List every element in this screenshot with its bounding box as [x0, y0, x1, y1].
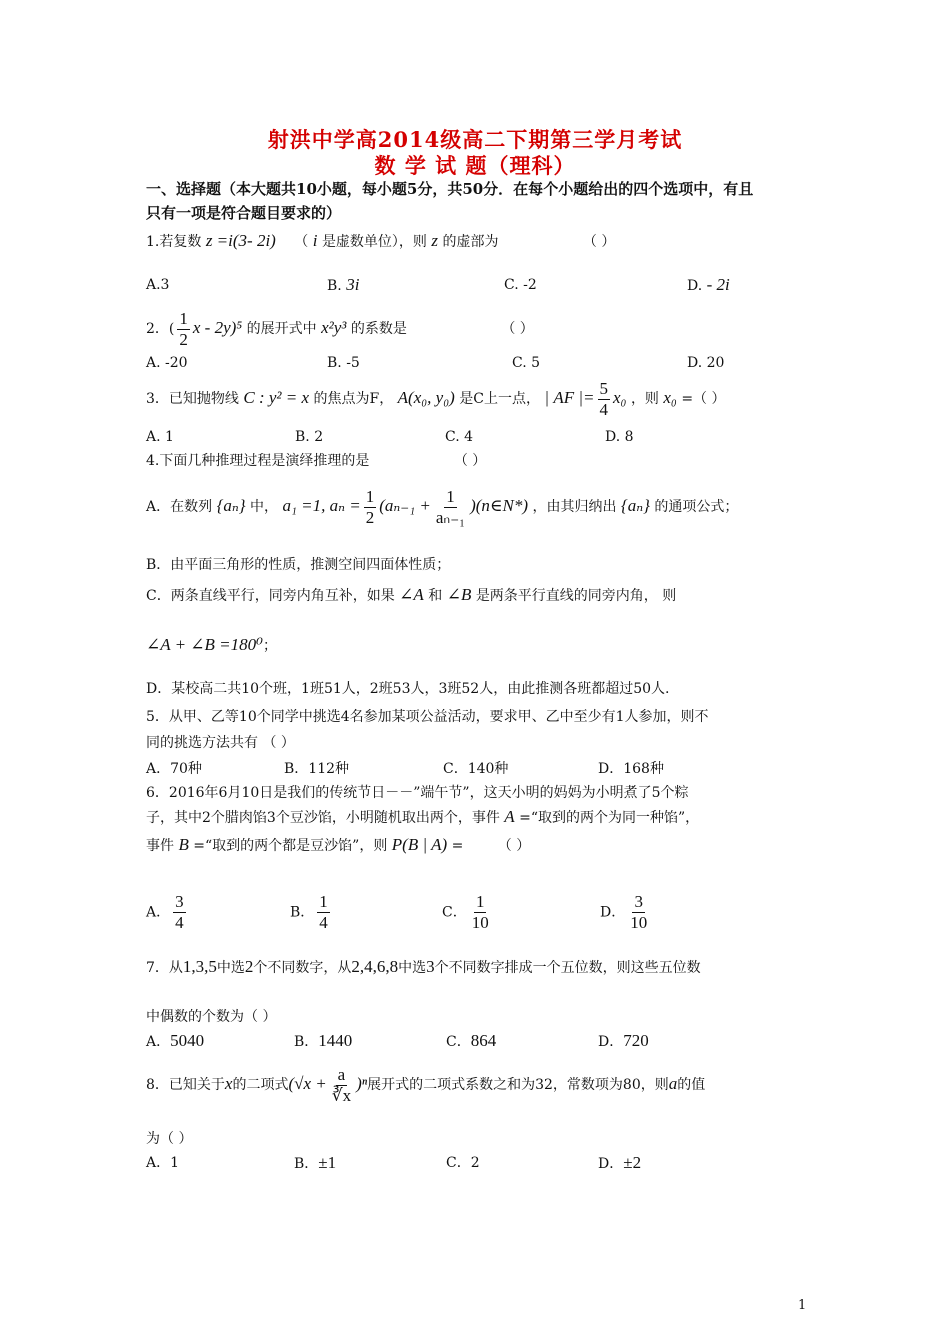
q2-text-c: 的系数是	[350, 321, 407, 337]
q2-answer-paren: （ ）	[501, 321, 534, 337]
section-heading-line2: 只有一项是符合题目要求的）	[146, 204, 342, 222]
question-7-line1: 7．从1,3,5中选2个不同数字，从2,4,6,8中选3个不同数字排成一个五位数，则这些五位数	[146, 957, 701, 976]
q2-fraction: $\frac{1}{2}$	[179, 308, 188, 349]
q4-answer-paren: （ ）	[453, 453, 487, 469]
q5-option-d: D．168种	[598, 761, 664, 777]
q3-option-d: D. 8	[605, 429, 634, 445]
q2-math: x - 2y)⁵	[192, 318, 243, 337]
q1-option-b: B. 3i	[327, 275, 360, 294]
q7-option-b: B．1440	[294, 1031, 353, 1050]
q4-text: 4.下面几种推理过程是演绎推理的是	[146, 453, 370, 469]
q1-option-c: C. -2	[504, 277, 537, 293]
page-number: 1	[798, 1298, 807, 1313]
q1-text-d: 的虚部为	[442, 234, 499, 250]
q1-text-c: 是虚数单位），则	[321, 234, 427, 250]
question-1	[146, 232, 816, 251]
q3-option-a: A. 1	[146, 429, 174, 445]
q4-option-a: A．在数列 {aₙ} 中， a₁ =1, aₙ = $\frac{1}{2}$ (aₙ₋₁ + $\frac{1}{\text{aₙ₋₁}}$ )(n∈N*) ，由其归纳出 {aₙ} 的通项公式；	[146, 486, 739, 527]
exam-subtitle: 数 学 试 题（理科）	[374, 153, 576, 178]
q3-option-c: C. 4	[445, 429, 474, 445]
q7-option-d: D．720	[598, 1031, 649, 1050]
q1-math-i: i	[312, 231, 318, 250]
q3-answer-paren: =（ ）	[681, 391, 726, 407]
q3-math-x0b: x₀	[663, 388, 677, 407]
q3-math-parabola: C : y² = x	[243, 388, 310, 407]
question-8-line2: 为（ ）	[146, 1131, 193, 1147]
q6-option-c: C． $\frac{1}{10}$	[442, 892, 489, 932]
q2-option-d: D. 20	[687, 355, 725, 371]
q1-text-a: 1.若复数	[146, 234, 202, 250]
q3-math-af: | AF |=	[544, 388, 595, 407]
q3-text-c: 是C上一点，	[459, 391, 540, 407]
question-8-line1: 8．已知关于x的二项式(√x + $\frac{a}{∛x}$ )ⁿ展开式的二项式系数之和为32，常数项为80，则a的值	[146, 1064, 706, 1105]
q5-option-c: C．140种	[443, 761, 509, 777]
q1-option-d: D. - 2i	[687, 275, 730, 294]
q3-fraction: $\frac{5}{4}$	[599, 378, 609, 419]
q4-option-c-cont: ∠A + ∠B =180⁰；	[146, 635, 277, 654]
q1-text-b: （	[294, 234, 309, 250]
q8-option-b: B．±1	[294, 1153, 337, 1172]
q4-option-c: C．两条直线平行，同旁内角互补，如果 ∠A 和 ∠B 是两条平行直线的同旁内角， 则	[146, 585, 677, 604]
q7-option-a: A．5040	[146, 1031, 205, 1050]
question-7-line2: 中偶数的个数为（ ）	[146, 1009, 277, 1025]
question-6-line1: 6．2016年6月10日是我们的传统节日－－”端午节”，这天小明的妈妈为小明煮了5个粽	[146, 785, 689, 801]
q1-math-z: z =i(3- 2i)	[205, 231, 276, 250]
q2-text-a: 2．(	[146, 321, 175, 337]
exam-title: 射洪中学高2014级高二下期第三学月考试	[267, 127, 683, 152]
q3-text-a: 3．已知抛物线	[146, 391, 239, 407]
q2-option-b: B. -5	[327, 355, 360, 371]
q1-option-a: A.3	[146, 277, 170, 293]
question-2	[146, 308, 816, 350]
question-6-line3: 事件 B =“取到的两个都是豆沙馅”，则 P(B | A) = （ ）	[146, 835, 531, 854]
q8-option-d: D．±2	[598, 1153, 642, 1172]
q2-text-b: 的展开式中	[246, 321, 317, 337]
q7-option-c: C．864	[446, 1031, 497, 1050]
q3-text-d: ，则	[630, 391, 659, 407]
question-4	[146, 452, 816, 470]
q5-option-a: A．70种	[146, 761, 202, 777]
question-5-line1: 5．从甲、乙等10个同学中挑选4名参加某项公益活动，要求甲、乙中至少有1人参加，则不	[146, 709, 709, 725]
q6-option-d: D． $\frac{3}{10}$	[600, 892, 648, 932]
question-3	[146, 378, 816, 420]
q2-math-term: x²y³	[321, 318, 347, 337]
q5-option-b: B．112种	[284, 761, 350, 777]
q6-option-b: B． $\frac{1}{4}$	[290, 892, 328, 932]
q8-option-c: C．2	[446, 1155, 480, 1171]
q4-option-b: B．由平面三角形的性质，推测空间四面体性质；	[146, 557, 451, 573]
q3-text-b: 的焦点为F，	[313, 391, 394, 407]
q6-option-a: A． $\frac{3}{4}$	[146, 892, 184, 932]
question-5-line2: 同的挑选方法共有 （ ）	[146, 735, 295, 751]
q3-math-point: A(x₀, y₀)	[397, 388, 455, 407]
q2-option-a: A. -20	[146, 355, 188, 371]
question-6-line2: 子，其中2个腊肉馅3个豆沙馅，小明随机取出两个，事件 A =“取到的两个为同一种馅”，	[146, 807, 700, 826]
section-heading-line1: 一、选择题（本大题共10小题，每小题5分，共50分．在每个小题给出的四个选项中，有且	[146, 180, 754, 198]
q4-option-d: D．某校高二共10个班，1班51人，2班53人，3班52人，由此推测各班都超过50人.	[146, 681, 670, 697]
q8-option-a: A．1	[146, 1155, 180, 1171]
q3-math-x0: x₀	[613, 388, 627, 407]
q2-option-c: C. 5	[512, 355, 541, 371]
q1-answer-paren: （ ）	[582, 234, 616, 250]
q3-option-b: B. 2	[295, 429, 324, 445]
q1-math-z2: z	[431, 231, 439, 250]
